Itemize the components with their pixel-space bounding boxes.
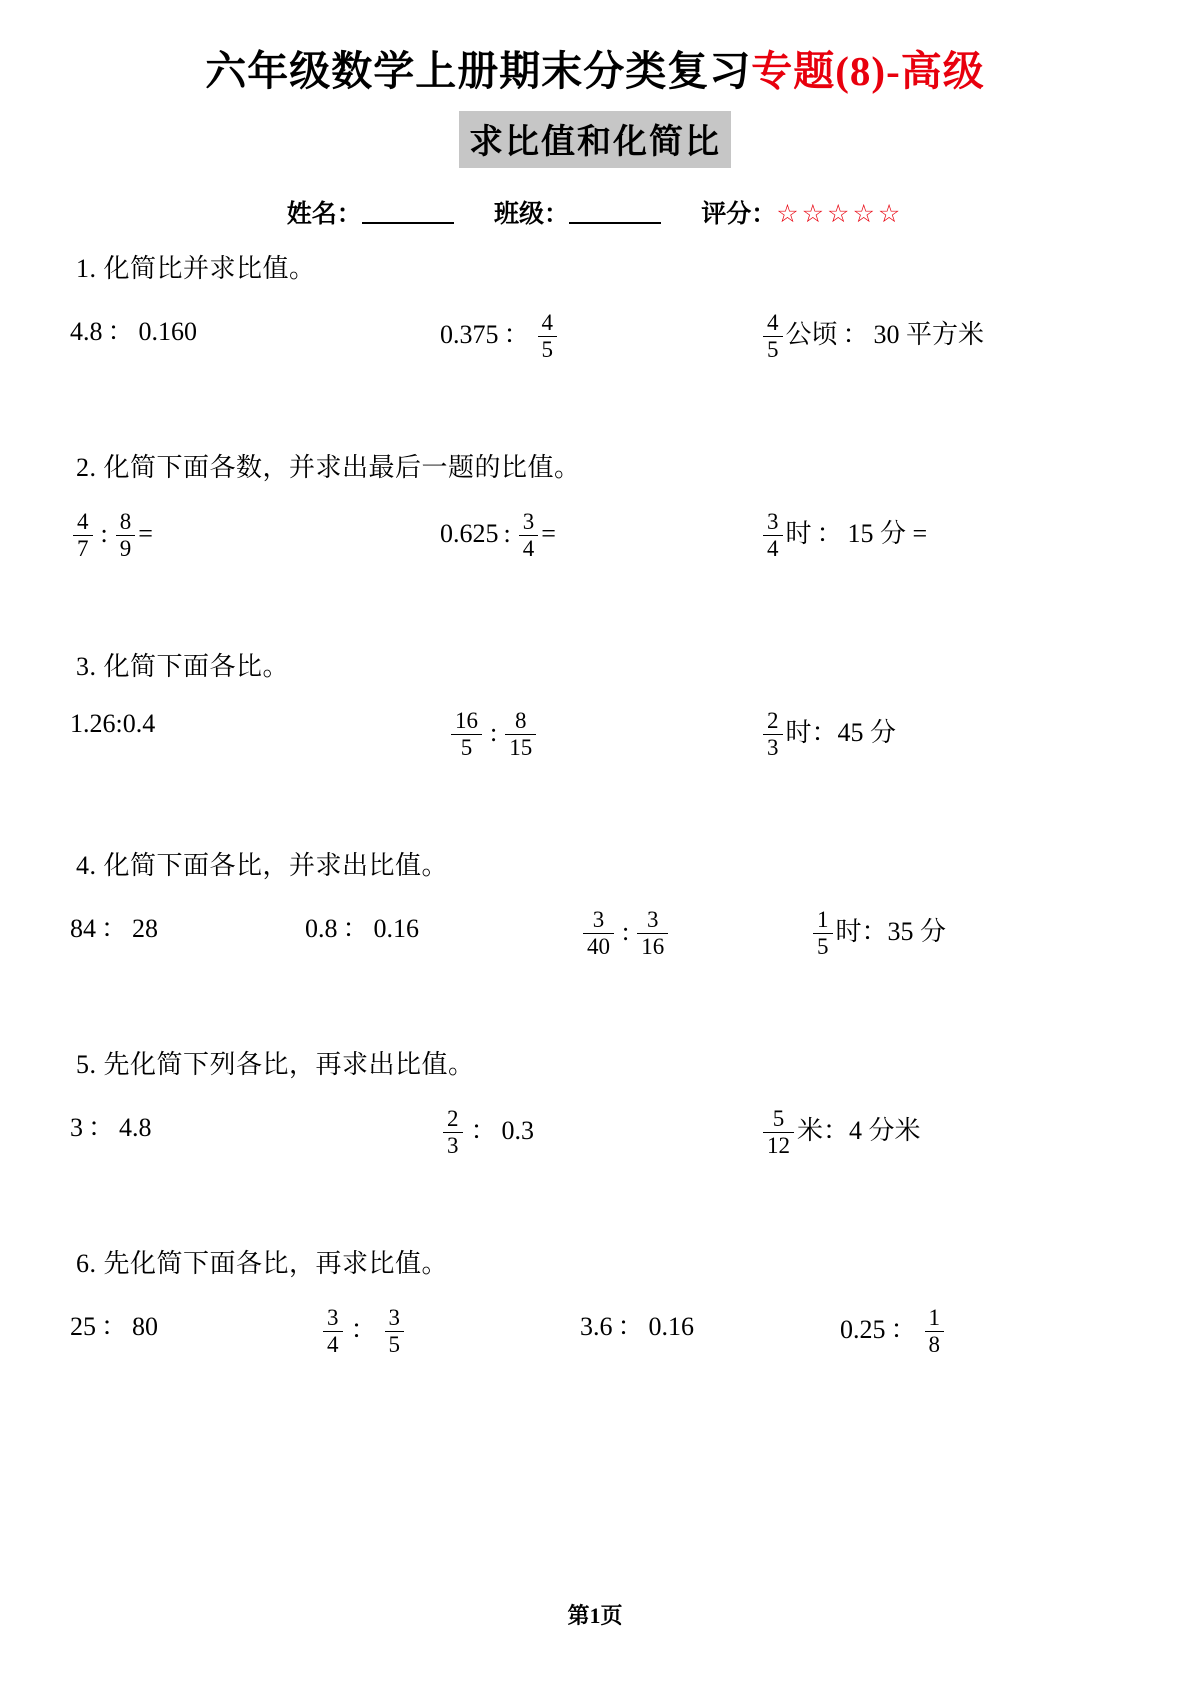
fraction xyxy=(116,509,136,562)
fraction-denominator: 7 xyxy=(73,535,93,562)
fraction-denominator: 5 xyxy=(385,1331,405,1358)
expression-text: 0.8 xyxy=(305,914,338,944)
expression-text: 28 xyxy=(132,914,159,944)
expression-text: 0.3 xyxy=(501,1116,535,1146)
expression-text: 0.16 xyxy=(648,1312,695,1342)
question-prompt: 6. 先化简下面各比，再求比值。 xyxy=(76,1249,449,1279)
class-input-blank[interactable] xyxy=(569,200,661,224)
ratio-colon: ： xyxy=(107,317,134,347)
fraction xyxy=(763,1106,794,1159)
question-item xyxy=(810,908,946,961)
expression-text: 0.16 xyxy=(373,914,420,944)
fraction-numerator: 5 xyxy=(772,1106,785,1132)
ratio-colon: : xyxy=(622,917,630,947)
question-block xyxy=(70,1044,1120,1177)
ratio-colon: ： xyxy=(890,1315,917,1345)
rating-stars[interactable]: ☆☆☆☆☆ xyxy=(776,201,904,229)
fraction-denominator: 16 xyxy=(637,933,668,960)
fraction-numerator: 3 xyxy=(767,509,779,535)
fraction xyxy=(637,907,668,960)
expression-text: 4 分米 xyxy=(849,1116,921,1146)
page-footer: 第1页 xyxy=(567,1603,623,1628)
question-item xyxy=(840,1306,947,1359)
expression-text: 80 xyxy=(132,1312,159,1342)
expression-text: 时： xyxy=(835,917,888,947)
question-block xyxy=(70,845,1120,978)
fraction-denominator: 40 xyxy=(583,933,614,960)
fraction-denominator: 15 xyxy=(505,734,536,761)
ratio-colon: ： xyxy=(617,1312,644,1342)
expression-text: 时 xyxy=(785,519,812,549)
name-label: 姓名： xyxy=(286,201,362,229)
question-block xyxy=(70,248,1120,381)
question-prompt: 2. 化简下面各数，并求出最后一题的比值。 xyxy=(76,453,581,483)
fraction-denominator: 9 xyxy=(116,535,136,562)
expression-text: 公顷 xyxy=(785,320,838,350)
fraction-numerator: 8 xyxy=(119,509,132,535)
fraction xyxy=(813,907,833,960)
class-label: 班级： xyxy=(493,201,569,229)
question-item xyxy=(305,908,419,945)
fraction xyxy=(519,509,539,562)
fraction xyxy=(443,1106,463,1159)
question-items xyxy=(70,683,1120,779)
question-items xyxy=(70,882,1120,978)
expression-text: 时： xyxy=(785,718,838,748)
fraction-numerator: 3 xyxy=(592,907,605,933)
ratio-colon: ： xyxy=(816,519,843,549)
fraction-numerator: 3 xyxy=(327,1305,339,1331)
fraction-numerator: 2 xyxy=(767,708,779,734)
question-item xyxy=(70,908,158,945)
fraction xyxy=(583,907,614,960)
class-field-group xyxy=(494,194,661,230)
ratio-colon: ： xyxy=(503,320,530,350)
fraction-denominator: 5 xyxy=(763,336,783,363)
fraction-numerator: 8 xyxy=(514,708,527,734)
fraction-numerator: 1 xyxy=(928,1305,941,1331)
expression-text: 30 平方米 xyxy=(873,320,985,350)
question-item xyxy=(448,709,539,762)
fraction xyxy=(323,1305,343,1358)
fraction xyxy=(385,1305,405,1358)
question-items xyxy=(70,1280,1120,1376)
fraction-denominator: 4 xyxy=(519,535,539,562)
name-input-blank[interactable] xyxy=(362,200,454,224)
question-item xyxy=(440,1107,534,1160)
fraction-denominator: 3 xyxy=(443,1132,463,1159)
expression-text: 0.375 xyxy=(440,320,499,350)
ratio-colon: ： xyxy=(342,914,369,944)
question-prompt: 1. 化简比并求比值。 xyxy=(76,254,316,284)
ratio-colon: ： xyxy=(350,1315,377,1345)
fraction-numerator: 3 xyxy=(646,907,659,933)
fraction xyxy=(451,708,482,761)
page-title-main: 六年级数学上册期末分类复习 xyxy=(205,48,752,94)
page-subtitle-wrap xyxy=(70,111,1120,168)
question-item xyxy=(320,1306,407,1359)
fraction-numerator: 16 xyxy=(455,708,478,734)
fraction xyxy=(763,509,783,562)
ratio-colon: ： xyxy=(88,1113,115,1143)
expression-text: = xyxy=(138,519,153,549)
expression-text: 3 xyxy=(70,1113,83,1143)
score-label: 评分： xyxy=(701,201,777,229)
ratio-colon: ： xyxy=(101,914,128,944)
expression-text: 米： xyxy=(797,1116,850,1146)
name-field-group xyxy=(287,194,454,230)
question-item xyxy=(70,1107,152,1144)
fraction-denominator: 3 xyxy=(763,734,783,761)
fraction-numerator: 3 xyxy=(388,1305,401,1331)
question-item xyxy=(70,709,155,739)
question-block xyxy=(70,447,1120,580)
question-block xyxy=(70,646,1120,779)
expression-text: 0.25 xyxy=(840,1315,886,1345)
fraction xyxy=(925,1305,945,1358)
expression-text: 0.160 xyxy=(138,317,198,347)
fraction xyxy=(763,310,783,363)
question-item xyxy=(760,311,984,364)
ratio-colon: ： xyxy=(470,1116,497,1146)
question-items xyxy=(70,285,1120,381)
question-prompt: 5. 先化简下列各比，再求出比值。 xyxy=(76,1050,475,1080)
question-items xyxy=(70,484,1120,580)
ratio-colon: : xyxy=(490,718,498,748)
page-title-topic: 专题(8)-高级 xyxy=(751,48,985,94)
page-title xyxy=(70,46,1120,97)
question-item xyxy=(760,1107,921,1160)
expression-text: 4.8 xyxy=(70,317,103,347)
expression-text: = xyxy=(541,519,556,549)
question-prompt: 4. 化简下面各比，并求出比值。 xyxy=(76,851,449,881)
question-item xyxy=(760,709,896,762)
fraction-denominator: 4 xyxy=(763,535,783,562)
fraction-denominator: 5 xyxy=(538,336,558,363)
fraction-denominator: 5 xyxy=(813,933,833,960)
question-block xyxy=(70,1243,1120,1376)
question-prompt: 3. 化简下面各比。 xyxy=(76,652,290,682)
fraction-numerator: 3 xyxy=(522,509,535,535)
fraction-denominator: 12 xyxy=(763,1132,794,1159)
fraction xyxy=(73,509,93,562)
question-item xyxy=(440,311,560,364)
expression-text: 3.6 xyxy=(580,1312,613,1342)
fraction xyxy=(538,310,558,363)
question-item xyxy=(580,1306,694,1343)
ratio-colon: : xyxy=(503,519,511,549)
fraction-numerator: 4 xyxy=(77,509,89,535)
question-item xyxy=(440,510,556,563)
fraction-numerator: 1 xyxy=(817,907,829,933)
score-field-group xyxy=(701,194,903,230)
student-info-row xyxy=(70,194,1120,230)
ratio-colon: ： xyxy=(101,1312,128,1342)
fraction-denominator: 4 xyxy=(323,1331,343,1358)
expression-text: 4.8 xyxy=(119,1113,152,1143)
fraction xyxy=(763,708,783,761)
expression-text: 15 分 = xyxy=(847,519,928,549)
expression-text: 25 xyxy=(70,1312,96,1342)
question-item xyxy=(70,1306,158,1343)
fraction-numerator: 2 xyxy=(447,1106,459,1132)
question-item xyxy=(70,311,197,348)
ratio-colon: : xyxy=(100,519,108,549)
questions-container xyxy=(70,248,1120,1376)
question-item xyxy=(580,908,671,961)
expression-text: 0.625 xyxy=(440,519,499,549)
expression-text: 45 分 xyxy=(837,718,897,748)
question-items xyxy=(70,1081,1120,1177)
expression-text: 35 分 xyxy=(887,917,947,947)
question-item xyxy=(760,510,927,563)
fraction-denominator: 8 xyxy=(925,1331,945,1358)
ratio-colon: ： xyxy=(842,320,869,350)
fraction-numerator: 4 xyxy=(541,310,554,336)
fraction-numerator: 4 xyxy=(767,310,779,336)
fraction-denominator: 5 xyxy=(451,734,482,761)
expression-text: 1.26:0.4 xyxy=(70,709,156,739)
fraction xyxy=(505,708,536,761)
page-subtitle: 求比值和化简比 xyxy=(459,111,731,168)
question-item xyxy=(70,510,153,563)
expression-text: 84 xyxy=(70,914,96,944)
